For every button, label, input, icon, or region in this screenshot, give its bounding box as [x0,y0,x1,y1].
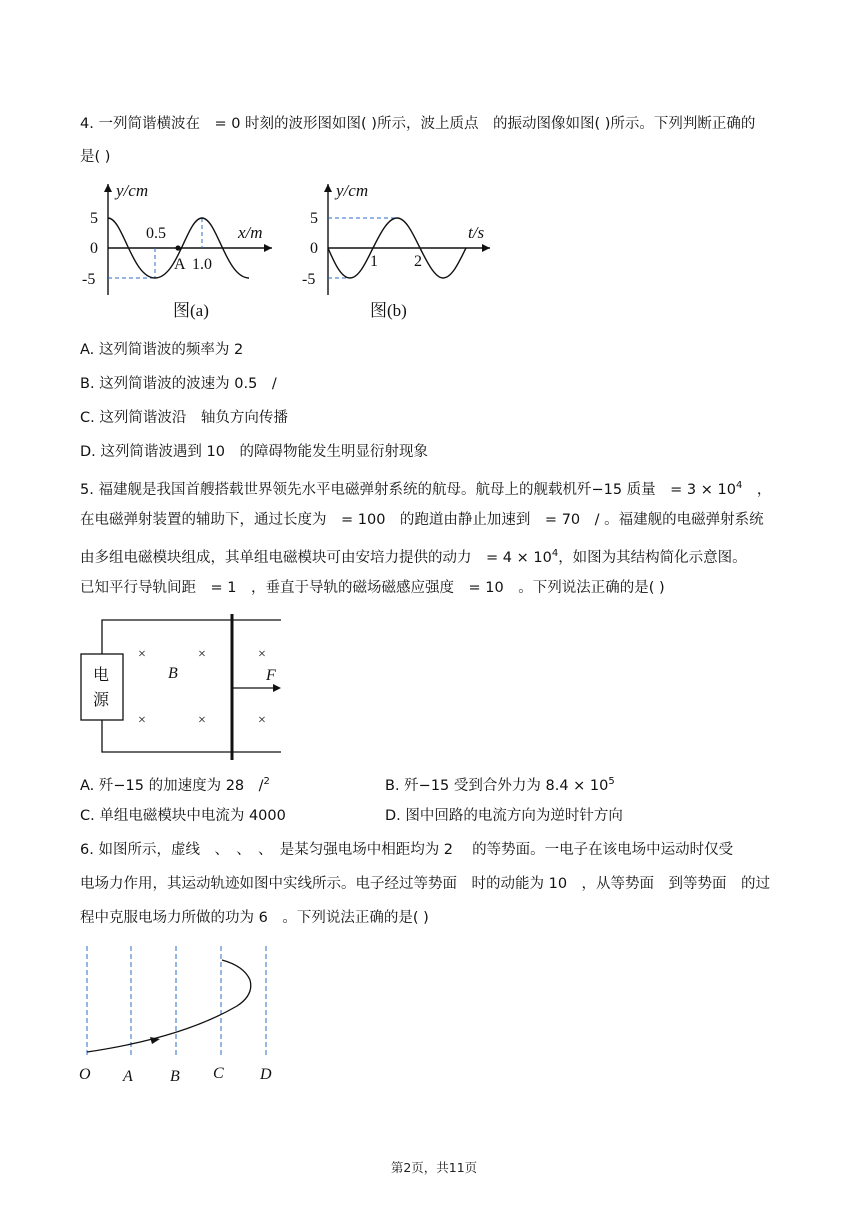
q5-option-d: D. 图中回路的电流方向为逆时针方向 [385,808,623,824]
power-source-char2: 源 [93,692,110,709]
fig-a-tick-m5: -5 [82,271,96,288]
fig-a-ylabel: y/cm [116,181,149,200]
equipotential-diagram [72,940,287,1090]
cross-mark: × [258,713,266,728]
q4-option-d: D. 这列简谐波遇到 10 的障碍物能发生明显衍射现象 [80,444,428,460]
fig-a-tick-10: 1.0 [192,256,212,273]
fig-b-tick-5: 5 [310,210,318,227]
fig-b-ylabel: y/cm [336,181,369,200]
fig-b-caption: 图(b) [370,301,407,320]
vibration-graph-b [300,180,500,325]
cross-mark: × [198,647,206,662]
q5-line3: 由多组电磁模块组成，其单组电磁模块可由安培力提供的动力 = $4 \times 10^4$，如图为其结构简化示意图。 [80,548,747,566]
field-label: B [168,665,178,682]
power-source-char1: 电 [93,667,110,684]
q5-option-a: A. 歼−15 的加速度为 28 /$^2$ [80,776,270,794]
q4-line2: 是( ) [80,149,111,165]
q6-line1: 6. 如图所示，虚线 、 、 、 是某匀强电场中相距均为 2 的等势面。一电子在该电场中运动时仅受 [80,842,734,858]
fig-b-tick-1: 1 [370,253,378,270]
fig-a-tick-05: 0.5 [146,225,166,242]
fig-b-xlabel: t/s [468,223,485,242]
surface-label-o: O [79,1066,91,1083]
fig-a-point-A: A [174,256,186,273]
page-footer: 第2页，共11页 [390,1160,478,1175]
wave-graph-a [80,180,280,325]
fig-a-tick-5: 5 [90,210,98,227]
surface-label-a: A [123,1068,133,1085]
em-catapult-diagram [78,612,288,764]
force-label: F [266,667,276,684]
surface-label-c: C [213,1065,224,1082]
q4-option-c: C. 这列简谐波沿 轴负方向传播 [80,410,288,426]
q4-option-a: A. 这列简谐波的频率为 2 [80,342,244,358]
q4-option-b: B. 这列简谐波的波速为 0.5 / [80,376,277,392]
q5-line4: 已知平行导轨间距 = 1 ，垂直于导轨的磁场磁感应强度 = 10 。下列说法正确的是( ) [80,580,665,596]
q5-line2: 在电磁弹射装置的辅助下，通过长度为 = 100 的跑道由静止加速到 = 70 / 。福建舰的电磁弹射系统 [80,512,764,528]
q6-line3: 程中克服电场力所做的功为 6 。下列说法正确的是( ) [80,910,429,926]
surface-label-b: B [170,1068,180,1085]
q5-line1: 5. 福建舰是我国首艘搭载世界领先水平电磁弹射系统的航母。航母上的舰载机歼−15 质量 = $3 \times 10^4$ ， [80,480,772,498]
fig-a-caption: 图(a) [173,301,209,320]
fig-b-tick-m5: -5 [302,271,316,288]
cross-mark: × [198,713,206,728]
q4-line1: 4. 一列简谐横波在 = 0 时刻的波形图如图( )所示，波上质点 的振动图像如图( )所示。下列判断正确的 [80,116,756,132]
cross-mark: × [258,647,266,662]
fig-a-tick-0: 0 [90,240,98,257]
q6-line2: 电场力作用，其运动轨迹如图中实线所示。电子经过等势面 时的动能为 10 ，从等势面 到等势面 的过 [80,876,771,892]
fig-a-xlabel: x/m [238,223,263,242]
fig-b-tick-2: 2 [414,253,422,270]
q5-option-c: C. 单组电磁模块中电流为 4000 [80,808,286,824]
cross-mark: × [138,647,146,662]
cross-mark: × [138,713,146,728]
power-source-box [81,654,123,720]
surface-label-d: D [260,1066,272,1083]
fig-b-tick-0: 0 [310,240,318,257]
q5-option-b: B. 歼−15 受到合外力为 $8.4 \times 10^5$ [385,776,615,794]
